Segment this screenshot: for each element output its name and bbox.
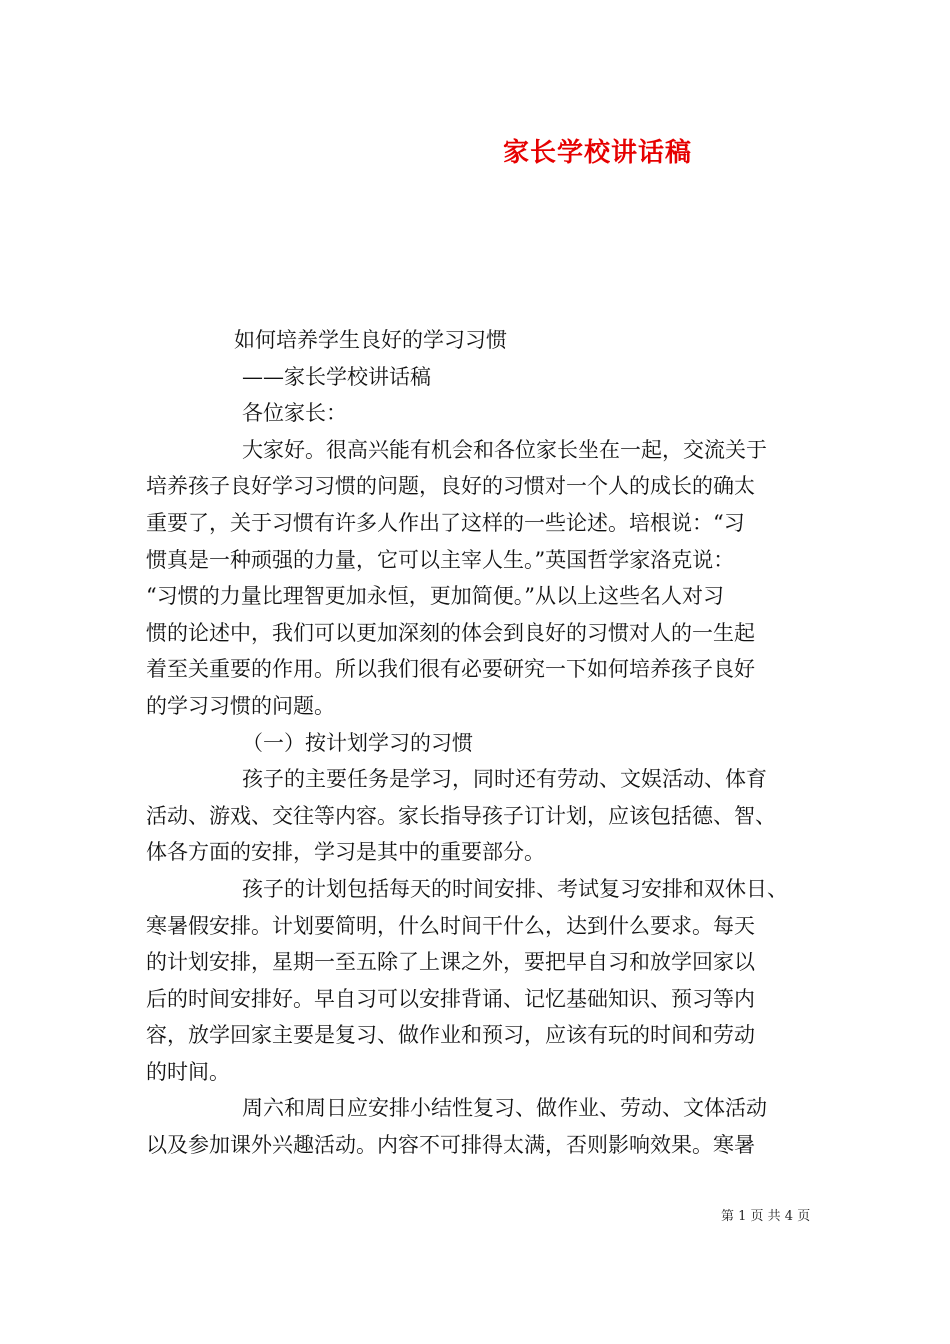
paragraph-1 (146, 432, 814, 725)
paragraph-3 (146, 871, 814, 1091)
paragraph-line: 重要了，关于习惯有许多人作出了这样的一些论述。培根说：“习 (146, 510, 745, 535)
page-number-footer: 第 1 页 共 4 页 (721, 1209, 811, 1224)
document-subtitle: 如何培养学生良好的学习习惯 (234, 328, 507, 352)
paragraph-line: 的学习习惯的问题。 (146, 693, 335, 718)
paragraph-line: 寒暑假安排。计划要简明，什么时间干什么，达到什么要求。每天 (146, 913, 755, 938)
paragraph-line: 孩子的主要任务是学习，同时还有劳动、文娱活动、体育 (242, 767, 767, 792)
paragraph-line: 活动、游戏、交往等内容。家长指导孩子订计划，应该包括德、智、 (146, 803, 776, 828)
paragraph-line: 的时间。 (146, 1059, 230, 1084)
paragraph-line: 培养孩子良好学习习惯的问题，良好的习惯对一个人的成长的确太 (146, 474, 755, 499)
paragraph-line: 的计划安排，星期一至五除了上课之外，要把早自习和放学回家以 (146, 950, 755, 975)
paragraph-line: 周六和周日应安排小结性复习、做作业、劳动、文体活动 (242, 1096, 767, 1121)
paragraph-4 (146, 1090, 814, 1163)
document-subtitle-secondary: ——家长学校讲话稿 (242, 364, 431, 389)
section-heading: （一）按计划学习的习惯 (242, 730, 473, 755)
salutation: 各位家长： (242, 401, 347, 426)
page-title: 家长学校讲话稿 (503, 138, 693, 168)
document-body (146, 322, 814, 1164)
paragraph-line: 惯真是一种顽强的力量，它可以主宰人生。”英国哲学家洛克说： (146, 547, 735, 572)
paragraph-line: 着至关重要的作用。所以我们很有必要研究一下如何培养孩子良好 (146, 657, 755, 682)
paragraph-line: 后的时间安排好。早自习可以安排背诵、记忆基础知识、预习等内 (146, 986, 755, 1011)
paragraph-line: 大家好。很高兴能有机会和各位家长坐在一起，交流关于 (242, 437, 767, 462)
paragraph-line: 惯的论述中，我们可以更加深刻的体会到良好的习惯对人的一生起 (146, 620, 755, 645)
paragraph-line: 体各方面的安排，学习是其中的重要部分。 (146, 840, 545, 865)
paragraph-line: “习惯的力量比理智更加永恒，更加简便。”从以上这些名人对习 (146, 584, 724, 609)
paragraph-line: 孩子的计划包括每天的时间安排、考试复习安排和双休日、 (242, 876, 788, 901)
paragraph-2 (146, 761, 814, 871)
paragraph-line: 以及参加课外兴趣活动。内容不可排得太满，否则影响效果。寒暑 (146, 1133, 755, 1158)
paragraph-line: 容，放学回家主要是复习、做作业和预习，应该有玩的时间和劳动 (146, 1023, 755, 1048)
